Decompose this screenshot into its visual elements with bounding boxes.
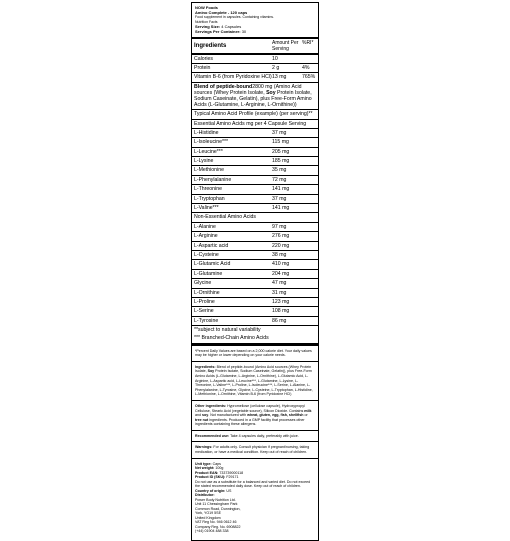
table-row: Protein 2 g 4% bbox=[192, 64, 318, 73]
amino-acid-amount: 37 mg bbox=[272, 195, 287, 202]
amino-acid-amount: 97 mg bbox=[272, 223, 287, 230]
unit-type: Unit type: Caps bbox=[195, 461, 221, 466]
amino-acid-row bbox=[192, 185, 318, 194]
daily-values-note: *Percent Daily Values are based on a 2,000 calorie diet. Your daily values may be higher or lower depending on your calorie needs. bbox=[192, 346, 318, 362]
amino-acid-row bbox=[192, 138, 318, 147]
product-info bbox=[192, 459, 318, 540]
amino-acid-row bbox=[192, 307, 318, 316]
amino-acid-row bbox=[192, 195, 318, 204]
net-weight: Net weight: 100g bbox=[195, 466, 224, 471]
amino-acid-row bbox=[192, 279, 318, 288]
amino-acid-row bbox=[192, 298, 318, 307]
amino-acid-name: L-Valine*** bbox=[194, 205, 219, 212]
table-row: Calories 10 bbox=[192, 55, 318, 64]
other-ingredients-note: Other ingredients: Hypromellose (cellulose capsule), Hydroxypropyl Cellulose, Stearic Acid (vegetable source), Silicon Dioxide. Contains milk and soy. Not manufactured with wheat, gluten, egg, fish, shellfish or tree nut ingredients. Produced in a GMP facility that processes other ingredients containing these allergens. bbox=[192, 401, 318, 431]
amino-acid-name: L-Lysine bbox=[194, 158, 214, 165]
amino-acid-row bbox=[192, 260, 318, 269]
amino-acid-name: L-Aspartic acid bbox=[194, 242, 229, 249]
col-ingredients: Ingredients bbox=[194, 43, 227, 49]
amino-acid-row bbox=[192, 166, 318, 175]
country-of-origin: Country of origin: US bbox=[195, 488, 232, 493]
distributor-line: (+44) 01904 488 338 bbox=[195, 529, 229, 534]
amino-acid-name: L-Proline bbox=[194, 298, 215, 305]
essential-label: Essential Amino Acids mg per 4 Capsule Serving bbox=[192, 120, 318, 129]
amino-acid-amount: 204 mg bbox=[272, 270, 290, 277]
amino-acid-row bbox=[192, 223, 318, 232]
col-amount: Amount Per Serving bbox=[272, 40, 299, 52]
servings-per-container: Servings Per Container: 30 bbox=[195, 29, 247, 34]
amino-acid-amount: 276 mg bbox=[272, 233, 290, 240]
footnote-bcaa: *** Branched-Chain Amino Acids bbox=[192, 334, 318, 344]
amino-acid-name: L-Isoleucine*** bbox=[194, 139, 229, 146]
facts-table bbox=[192, 39, 318, 346]
amino-acid-amount: 37 mg bbox=[272, 129, 287, 136]
distributor-line: Unit 11 Chessingham Park bbox=[195, 502, 238, 507]
product-id: Product ID (SKU): F29171 bbox=[195, 475, 239, 480]
blend-amount: 2800 mg bbox=[252, 83, 273, 90]
brand-name: NOW Foods bbox=[195, 5, 218, 10]
amino-acid-amount: 141 mg bbox=[272, 205, 290, 212]
amino-acid-name: L-Alanine bbox=[194, 223, 216, 230]
amino-acid-name: L-Serine bbox=[194, 308, 214, 315]
product-name: Amino Complete - 120 caps bbox=[195, 10, 248, 15]
distributor-line: Common Road, Dunnington, bbox=[195, 506, 241, 511]
amino-acid-amount: 123 mg bbox=[272, 298, 290, 305]
amino-acid-amount: 185 mg bbox=[272, 158, 290, 165]
footnote-variability: **subject to natural variability bbox=[194, 327, 261, 334]
product-form: Food supplement in capsules. Containing vitamins. bbox=[195, 15, 274, 19]
serving-size: Serving Size: 4 Capsules bbox=[195, 24, 242, 29]
amino-acid-amount: 47 mg bbox=[272, 280, 287, 287]
supplement-label bbox=[191, 2, 319, 541]
distributor-line: VAT Reg No. 946 0612 46 bbox=[195, 520, 237, 525]
table-header bbox=[192, 39, 318, 55]
essential-list bbox=[192, 129, 318, 214]
amino-acid-row bbox=[192, 176, 318, 185]
amino-acid-amount: 86 mg bbox=[272, 317, 287, 324]
amino-acid-name: L-Glutamic Acid bbox=[194, 261, 231, 268]
distributor-line: Company Reg. No. 6908822 bbox=[195, 524, 241, 529]
amino-acid-name: L-Tryptophan bbox=[194, 195, 225, 202]
nonessential-label: Non-Essential Amino Acids bbox=[192, 213, 318, 222]
distributor-line: United Kingdom bbox=[195, 515, 221, 520]
distributor-label: Distributor: bbox=[195, 493, 215, 498]
amino-acid-name: L-Histidine bbox=[194, 129, 219, 136]
amino-acid-row bbox=[192, 317, 318, 326]
label-header bbox=[192, 3, 318, 39]
amino-acid-name: L-Tyrosine bbox=[194, 317, 219, 324]
ingredients-note: Ingredients: Blend of peptide-bound (Amino Acid sources (Whey Protein Isolate, Soy Protein Isolate, Sodium Caseinate, Gelatin)), plus Free-Form Amino Acids (L-Glutamine, L-Arginine, L-Ornithine), L-Glutamic Acid, L-Arginine, L-Aspartic acid, L-Leucine***, L-Glutamine, L-Lysine, L-Threonine, L-Valine***, L-Proline, L-Isoleucine***, L-Serine, L-Alanine, L-Phenylalanine, L-Tyrosine, Glycine, L-Cysteine, L-Tryptophan, L-Histidine, L-Methionine, L-Ornithine, Vitamin B-6 (from Pyridoxine HCl) bbox=[192, 362, 318, 401]
nonessential-list bbox=[192, 223, 318, 326]
amino-acid-row bbox=[192, 251, 318, 260]
blend-row: Blend of peptide-bound2800 mg (Amino Acid sources (Whey Protein Isolate, Soy Protein Isolate, Sodium Caseinate, Gelatin), plus Free-Form Amino Acids (L-Glutamine, L-Arginine, L-Ornithine)) bbox=[192, 83, 318, 111]
amino-acid-amount: 31 mg bbox=[272, 289, 287, 296]
product-ean: Product EAN: 733739000118 bbox=[195, 470, 244, 475]
amino-acid-amount: 108 mg bbox=[272, 308, 290, 315]
product-advisory: Do not use as a substitute for a balanced and varied diet. Do not exceed the stated recommended daily dose. Keep out of reach of children. bbox=[195, 479, 311, 489]
amino-acid-row bbox=[192, 289, 318, 298]
amino-acid-row bbox=[192, 242, 318, 251]
amino-acid-amount: 38 mg bbox=[272, 251, 287, 258]
amino-acid-name: L-Arginine bbox=[194, 233, 218, 240]
amino-acid-row bbox=[192, 157, 318, 166]
profile-label: Typical Amino Acid Profile (example) (per serving)** bbox=[192, 110, 318, 119]
amino-acid-row bbox=[192, 129, 318, 138]
amino-acid-amount: 141 mg bbox=[272, 186, 290, 193]
amino-acid-amount: 205 mg bbox=[272, 148, 290, 155]
recommended-use-note: Recommended use: Take 4 capsules daily, preferably with juice. bbox=[192, 431, 318, 443]
warnings-note: Warnings: For adults only. Consult physician if pregnant/nursing, taking medication, or have a medical condition. Keep out of reach of children. bbox=[192, 442, 318, 458]
amino-acid-row bbox=[192, 148, 318, 157]
amino-acid-name: L-Methionine bbox=[194, 167, 224, 174]
amino-acid-row bbox=[192, 232, 318, 241]
facts-title: Nutrition Facts bbox=[195, 19, 218, 24]
amino-acid-amount: 72 mg bbox=[272, 176, 287, 183]
distributor-line: York, YO19 5SE bbox=[195, 511, 221, 516]
amino-acid-row bbox=[192, 204, 318, 213]
amino-acid-name: L-Cysteine bbox=[194, 251, 219, 258]
amino-acid-amount: 35 mg bbox=[272, 167, 287, 174]
blend-name: Blend of peptide-bound bbox=[194, 83, 253, 90]
amino-acid-name: Glycine bbox=[194, 280, 212, 287]
amino-acid-name: L-Threonine bbox=[194, 186, 222, 193]
col-rdi: %RI* bbox=[302, 40, 314, 46]
table-row: Vitamin B-6 (from Pyridoxine HCl) 13 mg 765% bbox=[192, 73, 318, 82]
amino-acid-name: L-Leucine*** bbox=[194, 148, 223, 155]
amino-acid-amount: 220 mg bbox=[272, 242, 290, 249]
amino-acid-name: L-Ornithine bbox=[194, 289, 220, 296]
amino-acid-name: L-Glutamine bbox=[194, 270, 223, 277]
amino-acid-amount: 115 mg bbox=[272, 139, 289, 146]
amino-acid-name: L-Phenylalanine bbox=[194, 176, 232, 183]
amino-acid-amount: 410 mg bbox=[272, 261, 290, 268]
distributor-line: Power Body Nutrition Ltd. bbox=[195, 497, 236, 502]
amino-acid-row bbox=[192, 270, 318, 279]
